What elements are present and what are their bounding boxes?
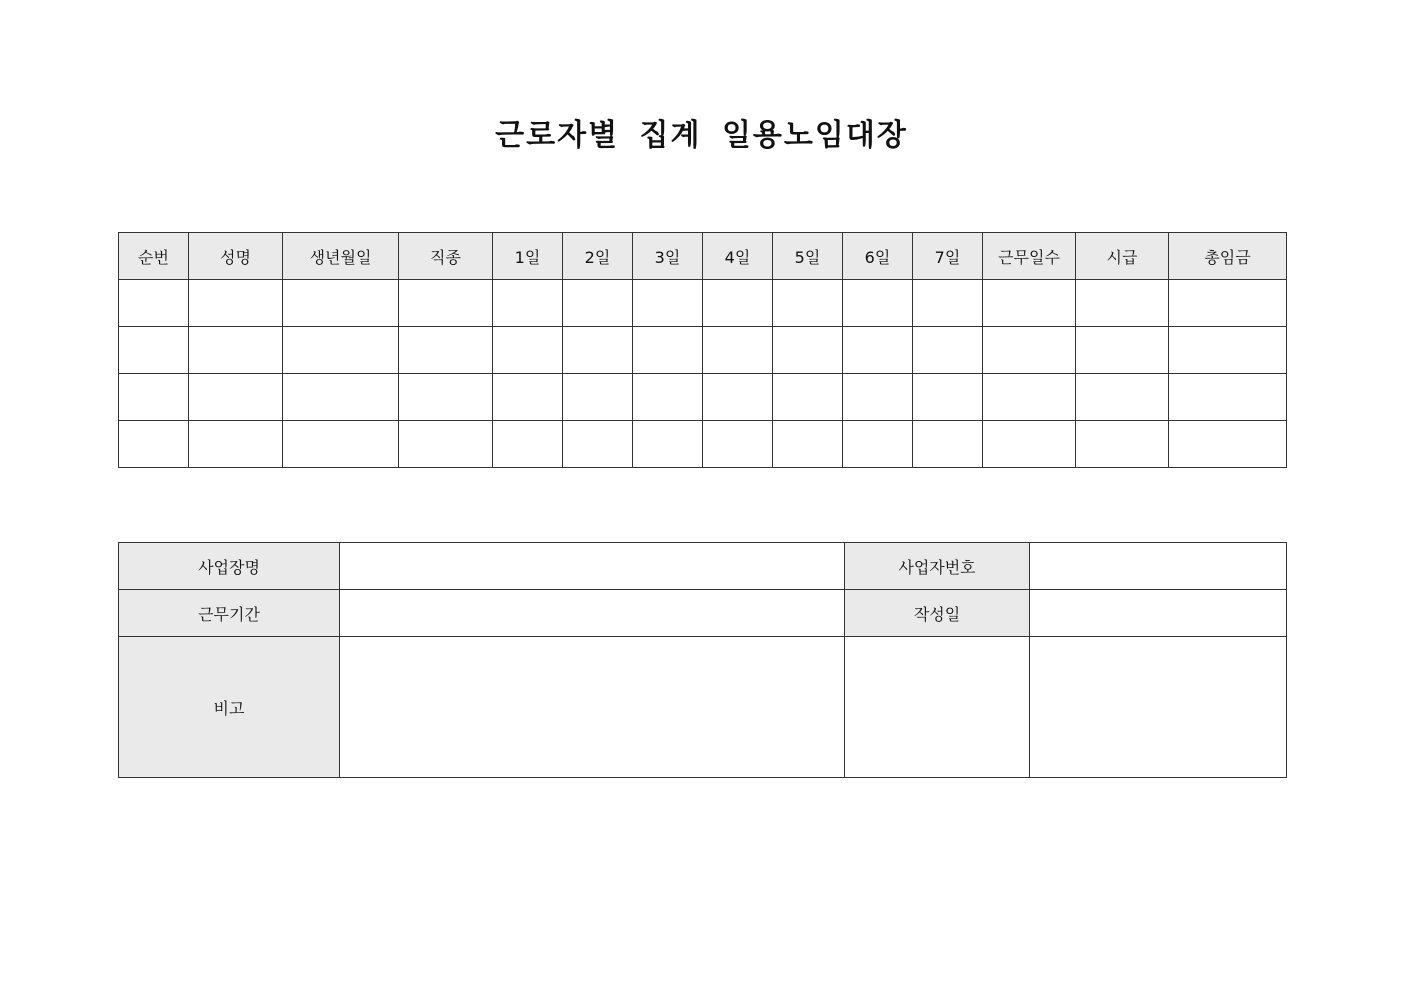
table-cell[interactable]: [983, 327, 1076, 374]
table-cell[interactable]: [563, 374, 633, 421]
header-day-4: 4일: [703, 233, 773, 280]
table-cell[interactable]: [283, 280, 399, 327]
table-cell[interactable]: [773, 421, 843, 468]
table-cell[interactable]: [493, 421, 563, 468]
table-cell[interactable]: [1076, 280, 1169, 327]
table-cell[interactable]: [399, 374, 493, 421]
written-date-field[interactable]: [1030, 590, 1287, 637]
business-number-field[interactable]: [1030, 543, 1287, 590]
table-cell[interactable]: [1076, 327, 1169, 374]
table-cell[interactable]: [119, 280, 189, 327]
remarks-extra-cell-2[interactable]: [1030, 637, 1287, 778]
info-row-business: [119, 543, 1287, 590]
table-cell[interactable]: [633, 327, 703, 374]
header-job-type: 직종: [399, 233, 493, 280]
table-cell[interactable]: [283, 421, 399, 468]
business-name-label: 사업장명: [119, 543, 340, 590]
table-cell[interactable]: [563, 421, 633, 468]
business-name-field[interactable]: [340, 543, 845, 590]
table-cell[interactable]: [983, 280, 1076, 327]
table-cell[interactable]: [119, 421, 189, 468]
table-cell[interactable]: [283, 327, 399, 374]
header-day-6: 6일: [843, 233, 913, 280]
table-row: [119, 421, 1287, 468]
table-cell[interactable]: [703, 327, 773, 374]
remarks-extra-cell[interactable]: [845, 637, 1030, 778]
header-total-wage: 총임금: [1169, 233, 1287, 280]
header-day-3: 3일: [633, 233, 703, 280]
table-cell[interactable]: [843, 280, 913, 327]
table-cell[interactable]: [399, 280, 493, 327]
table-cell[interactable]: [189, 327, 283, 374]
table-cell[interactable]: [1169, 374, 1287, 421]
table-cell[interactable]: [983, 421, 1076, 468]
table-cell[interactable]: [773, 280, 843, 327]
table-cell[interactable]: [1169, 421, 1287, 468]
info-row-period: [119, 590, 1287, 637]
table-cell[interactable]: [1076, 421, 1169, 468]
header-day-5: 5일: [773, 233, 843, 280]
header-work-days: 근무일수: [983, 233, 1076, 280]
header-day-1: 1일: [493, 233, 563, 280]
written-date-label: 작성일: [845, 590, 1030, 637]
header-no: 순번: [119, 233, 189, 280]
table-cell[interactable]: [283, 374, 399, 421]
table-cell[interactable]: [189, 374, 283, 421]
table-cell[interactable]: [563, 327, 633, 374]
document-title: 근로자별 집계 일용노임대장: [495, 118, 908, 153]
header-name: 성명: [189, 233, 283, 280]
table-row: [119, 327, 1287, 374]
table-cell[interactable]: [1169, 327, 1287, 374]
table-cell[interactable]: [843, 421, 913, 468]
table-cell[interactable]: [189, 280, 283, 327]
table-cell[interactable]: [119, 374, 189, 421]
work-period-label: 근무기간: [119, 590, 340, 637]
header-day-7: 7일: [913, 233, 983, 280]
business-info-table: [118, 542, 1287, 778]
ledger-header-row: [119, 233, 1287, 280]
table-cell[interactable]: [843, 327, 913, 374]
table-cell[interactable]: [119, 327, 189, 374]
table-cell[interactable]: [493, 374, 563, 421]
table-cell[interactable]: [493, 327, 563, 374]
table-cell[interactable]: [983, 374, 1076, 421]
wage-ledger-table: [118, 232, 1287, 468]
table-cell[interactable]: [563, 280, 633, 327]
remarks-field[interactable]: [340, 637, 845, 778]
table-cell[interactable]: [773, 374, 843, 421]
table-cell[interactable]: [399, 421, 493, 468]
table-cell[interactable]: [773, 327, 843, 374]
header-hourly-wage: 시급: [1076, 233, 1169, 280]
table-cell[interactable]: [843, 374, 913, 421]
table-cell[interactable]: [913, 280, 983, 327]
table-cell[interactable]: [633, 374, 703, 421]
table-row: [119, 374, 1287, 421]
table-row: [119, 280, 1287, 327]
header-birthdate: 생년월일: [283, 233, 399, 280]
header-day-2: 2일: [563, 233, 633, 280]
table-cell[interactable]: [913, 374, 983, 421]
table-cell[interactable]: [703, 421, 773, 468]
table-cell[interactable]: [633, 280, 703, 327]
business-number-label: 사업자번호: [845, 543, 1030, 590]
info-row-remarks: [119, 637, 1287, 778]
table-cell[interactable]: [399, 327, 493, 374]
table-cell[interactable]: [1076, 374, 1169, 421]
remarks-label: 비고: [119, 637, 340, 778]
table-cell[interactable]: [913, 421, 983, 468]
work-period-field[interactable]: [340, 590, 845, 637]
table-cell[interactable]: [913, 327, 983, 374]
table-cell[interactable]: [189, 421, 283, 468]
table-cell[interactable]: [633, 421, 703, 468]
table-cell[interactable]: [703, 374, 773, 421]
table-cell[interactable]: [703, 280, 773, 327]
table-cell[interactable]: [493, 280, 563, 327]
table-cell[interactable]: [1169, 280, 1287, 327]
